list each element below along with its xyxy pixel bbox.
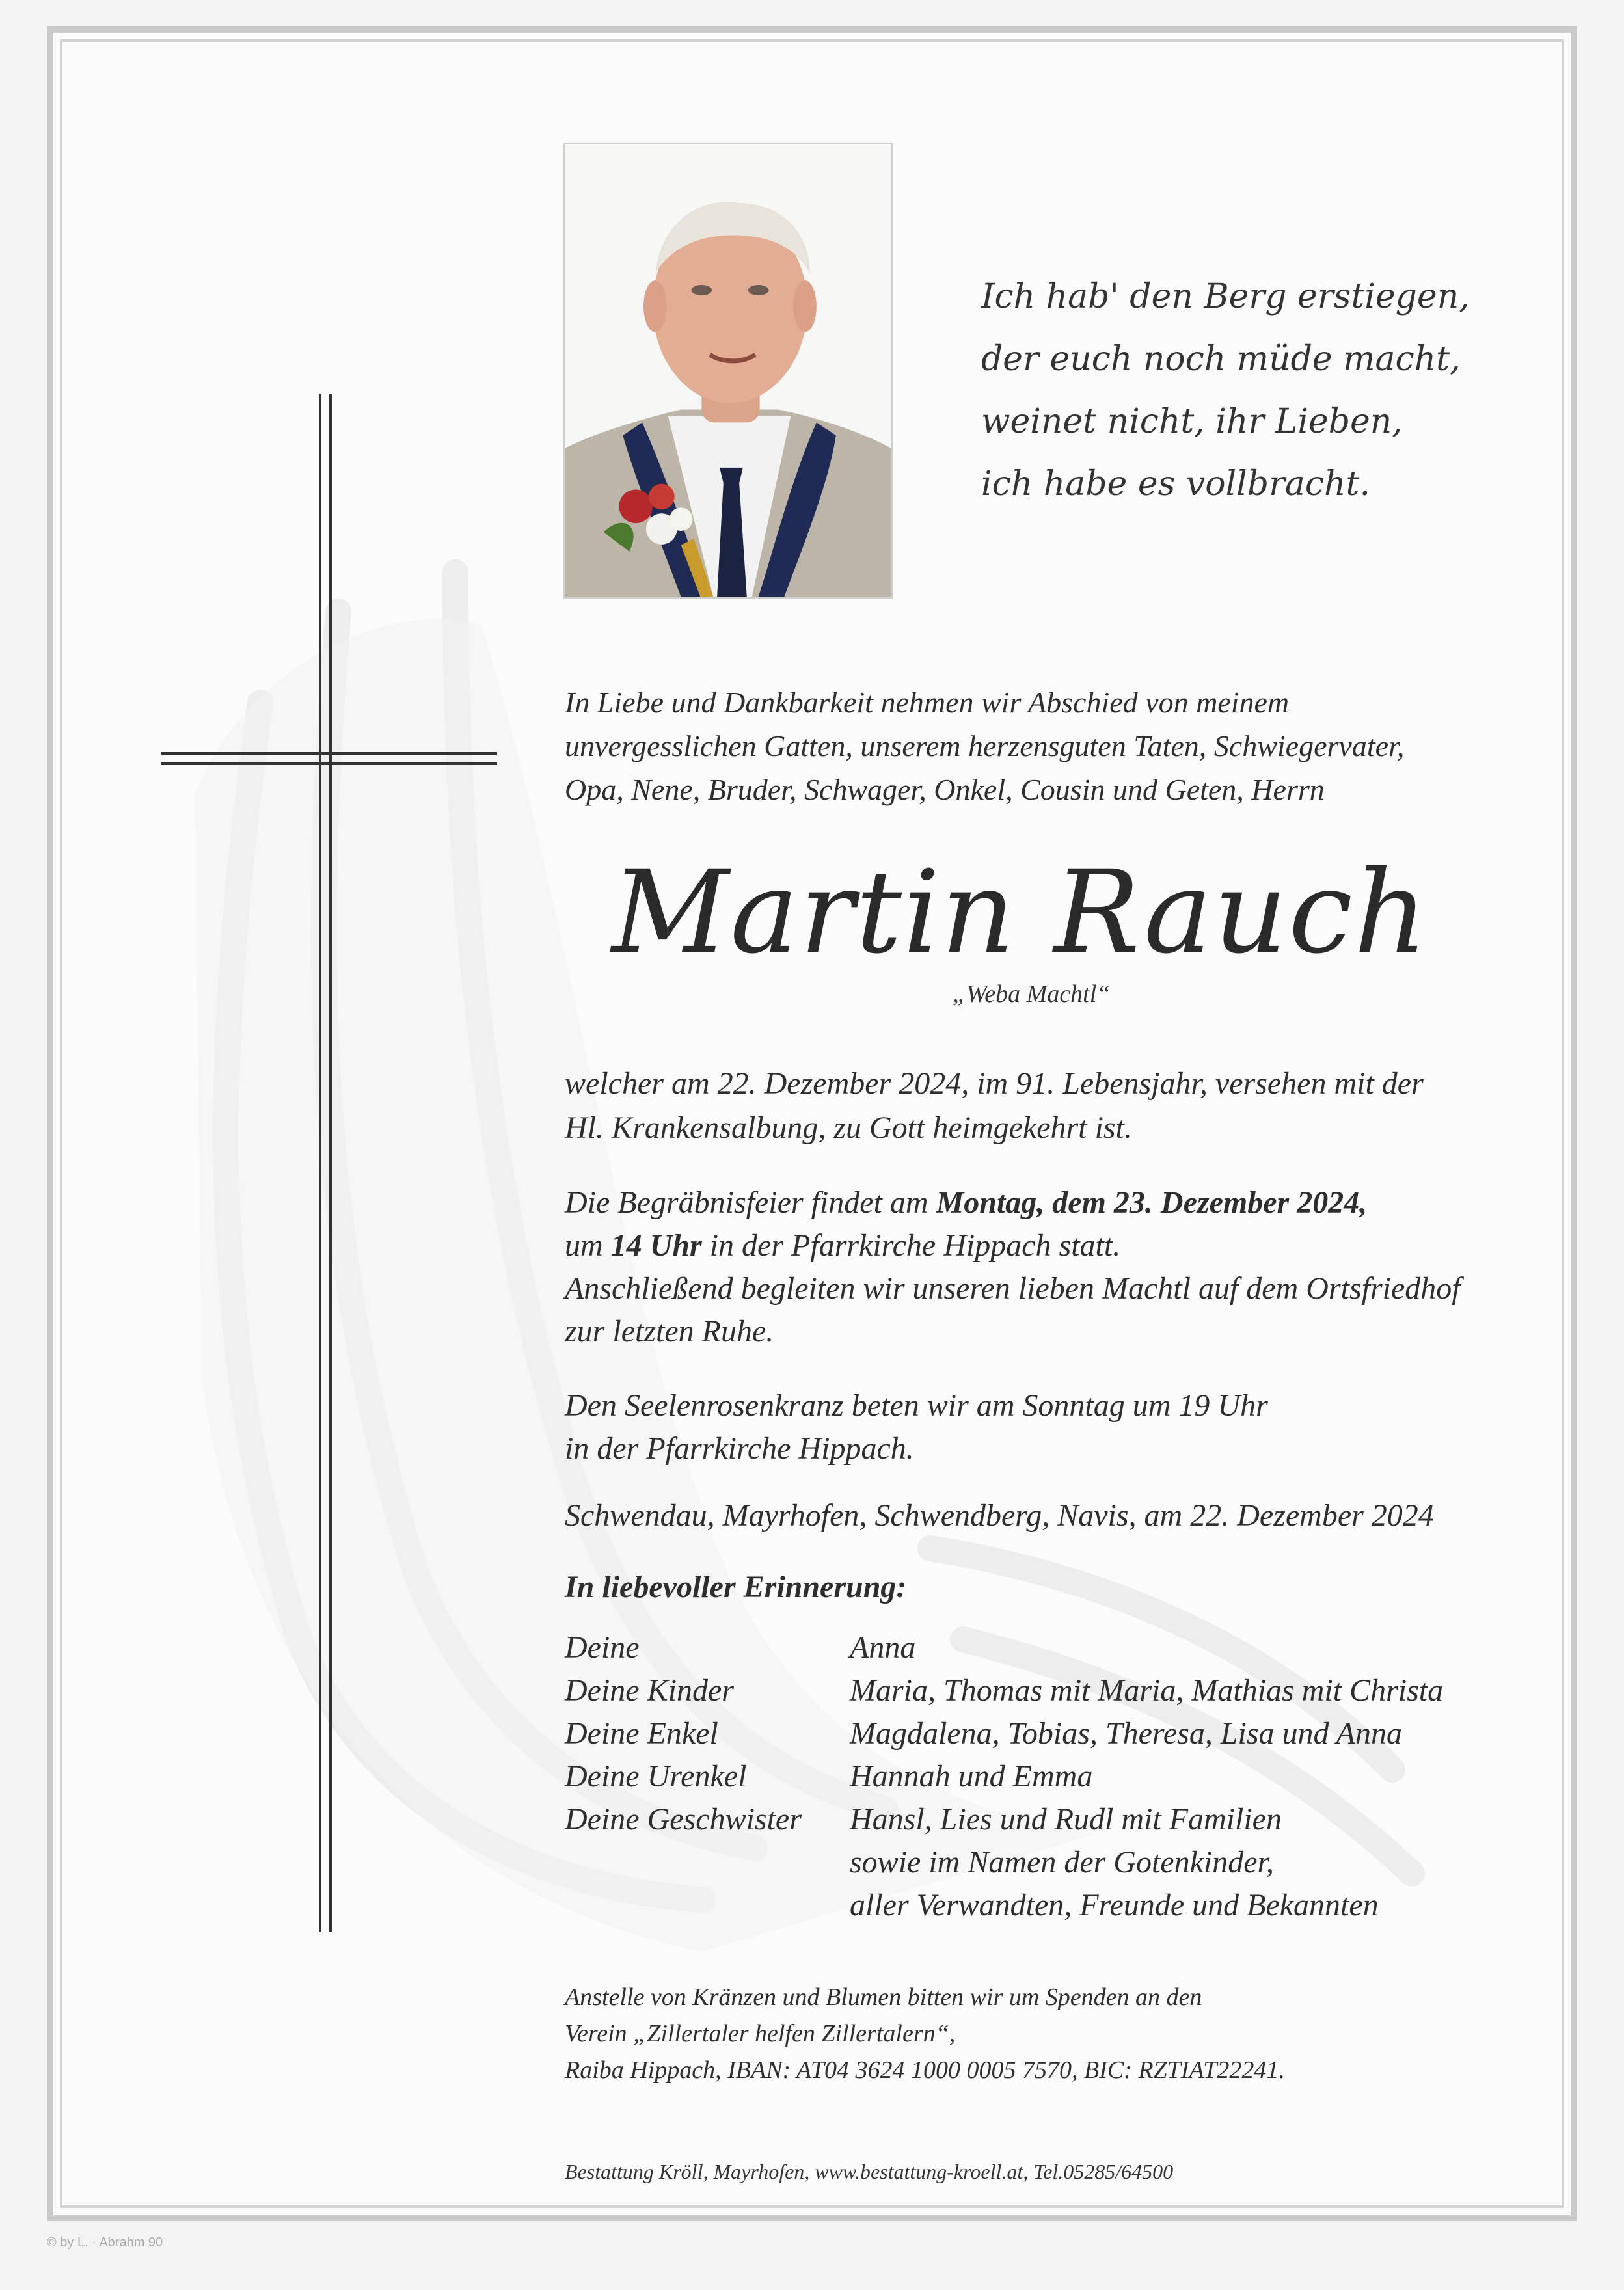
mourner-role: Deine Urenkel: [565, 1759, 747, 1794]
donation-line: Verein „Zillertaler helfen Zillertalern“,: [565, 2020, 956, 2047]
funeral-date: Montag, dem 23. Dezember 2024,: [936, 1185, 1368, 1220]
funeral-home-footer: Bestattung Kröll, Mayrhofen, www.bestattung-kroell.at, Tel.05285/64500: [565, 2160, 1174, 2183]
funeral-paragraph: [565, 1181, 1461, 1353]
funeral-line: [565, 1224, 1461, 1267]
mourner-row: [565, 1798, 1541, 1841]
cross-horizontal-line: [161, 752, 497, 755]
intro-paragraph: [565, 680, 1404, 811]
mourner-row: [565, 1841, 1541, 1884]
cross-horizontal-line: [161, 762, 497, 765]
nickname: „Weba Machtl“: [953, 980, 1111, 1008]
mourner-role: [565, 1884, 850, 1927]
mourner-names: Maria, Thomas mit Maria, Mathias mit Christa: [850, 1673, 1444, 1708]
mourner-names: Hansl, Lies und Rudl mit Familien: [850, 1802, 1282, 1837]
mourner-role: Deine Enkel: [565, 1716, 718, 1751]
portrait-photo: [563, 143, 893, 599]
deceased-name: Martin Rauch: [612, 846, 1429, 979]
cross-vertical-line: [319, 394, 321, 1932]
poem-line: ich habe es vollbracht.: [981, 465, 1370, 504]
mourner-names: Anna: [850, 1630, 916, 1665]
cross-vertical-line: [329, 394, 332, 1932]
tiny-copyright-note: © by L. · Abrahm 90: [47, 2235, 163, 2250]
mourner-row: [565, 1755, 1541, 1798]
donation-line: Raiba Hippach, IBAN: AT04 3624 1000 0005 7570, BIC: RZTIAT22241.: [565, 2056, 1285, 2084]
mourner-row: [565, 1712, 1541, 1755]
mourner-row: [565, 1884, 1541, 1927]
donation-note: [565, 1979, 1285, 2088]
mourner-role: Deine Kinder: [565, 1673, 734, 1708]
mourner-names: sowie im Namen der Gotenkinder,: [850, 1845, 1274, 1879]
funeral-line: zur letzten Ruhe.: [565, 1314, 774, 1349]
funeral-line: [565, 1181, 1461, 1224]
donation-line: Anstelle von Kränzen und Blumen bitten wir um Spenden an den: [565, 1984, 1202, 2011]
place-date: Schwendau, Mayrhofen, Schwendberg, Navis, am 22. Dezember 2024: [565, 1498, 1434, 1533]
passing-line: Hl. Krankensalbung, zu Gott heimgekehrt ist.: [565, 1111, 1132, 1145]
memory-title: In liebevoller Erinnerung:: [565, 1570, 907, 1604]
mourner-row: [565, 1626, 1541, 1669]
poem-line: weinet nicht, ihr Lieben,: [981, 402, 1403, 441]
poem-line: der euch noch müde macht,: [981, 340, 1461, 379]
rosary-line: in der Pfarrkirche Hippach.: [565, 1431, 914, 1466]
mourner-role: Deine: [565, 1630, 640, 1665]
mourner-role: Deine Geschwister: [565, 1802, 802, 1837]
intro-line: unvergesslichen Gatten, unserem herzensguten Taten, Schwiegervater,: [565, 729, 1405, 762]
poem: [981, 265, 1476, 515]
rosary-line: Den Seelenrosenkranz beten wir am Sonntag um 19 Uhr: [565, 1388, 1268, 1423]
mourner-names: Magdalena, Tobias, Theresa, Lisa und Anna: [850, 1716, 1402, 1751]
mourner-row: [565, 1669, 1541, 1712]
funeral-text: um: [565, 1228, 611, 1263]
portrait-illustration: [565, 144, 891, 597]
mourners-list: [565, 1626, 1541, 1927]
intro-line: In Liebe und Dankbarkeit nehmen wir Abschied von meinem: [565, 686, 1290, 719]
funeral-time: 14 Uhr: [610, 1228, 702, 1263]
funeral-text: Die Begräbnisfeier findet am: [565, 1185, 936, 1220]
mourner-names: aller Verwandten, Freunde und Bekannten: [850, 1888, 1379, 1922]
funeral-line: Anschließend begleiten wir unseren lieben Machtl auf dem Ortsfriedhof: [565, 1271, 1461, 1306]
passing-line: welcher am 22. Dezember 2024, im 91. Lebensjahr, versehen mit der: [565, 1066, 1424, 1101]
poem-line: Ich hab' den Berg erstiegen,: [981, 277, 1470, 316]
rosary-paragraph: [565, 1384, 1268, 1470]
mourner-names: Hannah und Emma: [850, 1759, 1093, 1794]
funeral-text: in der Pfarrkirche Hippach statt.: [701, 1228, 1121, 1263]
passing-paragraph: [565, 1062, 1424, 1150]
mourner-role: [565, 1841, 850, 1884]
intro-line: Opa, Nene, Bruder, Schwager, Onkel, Cousin und Geten, Herrn: [565, 773, 1325, 806]
